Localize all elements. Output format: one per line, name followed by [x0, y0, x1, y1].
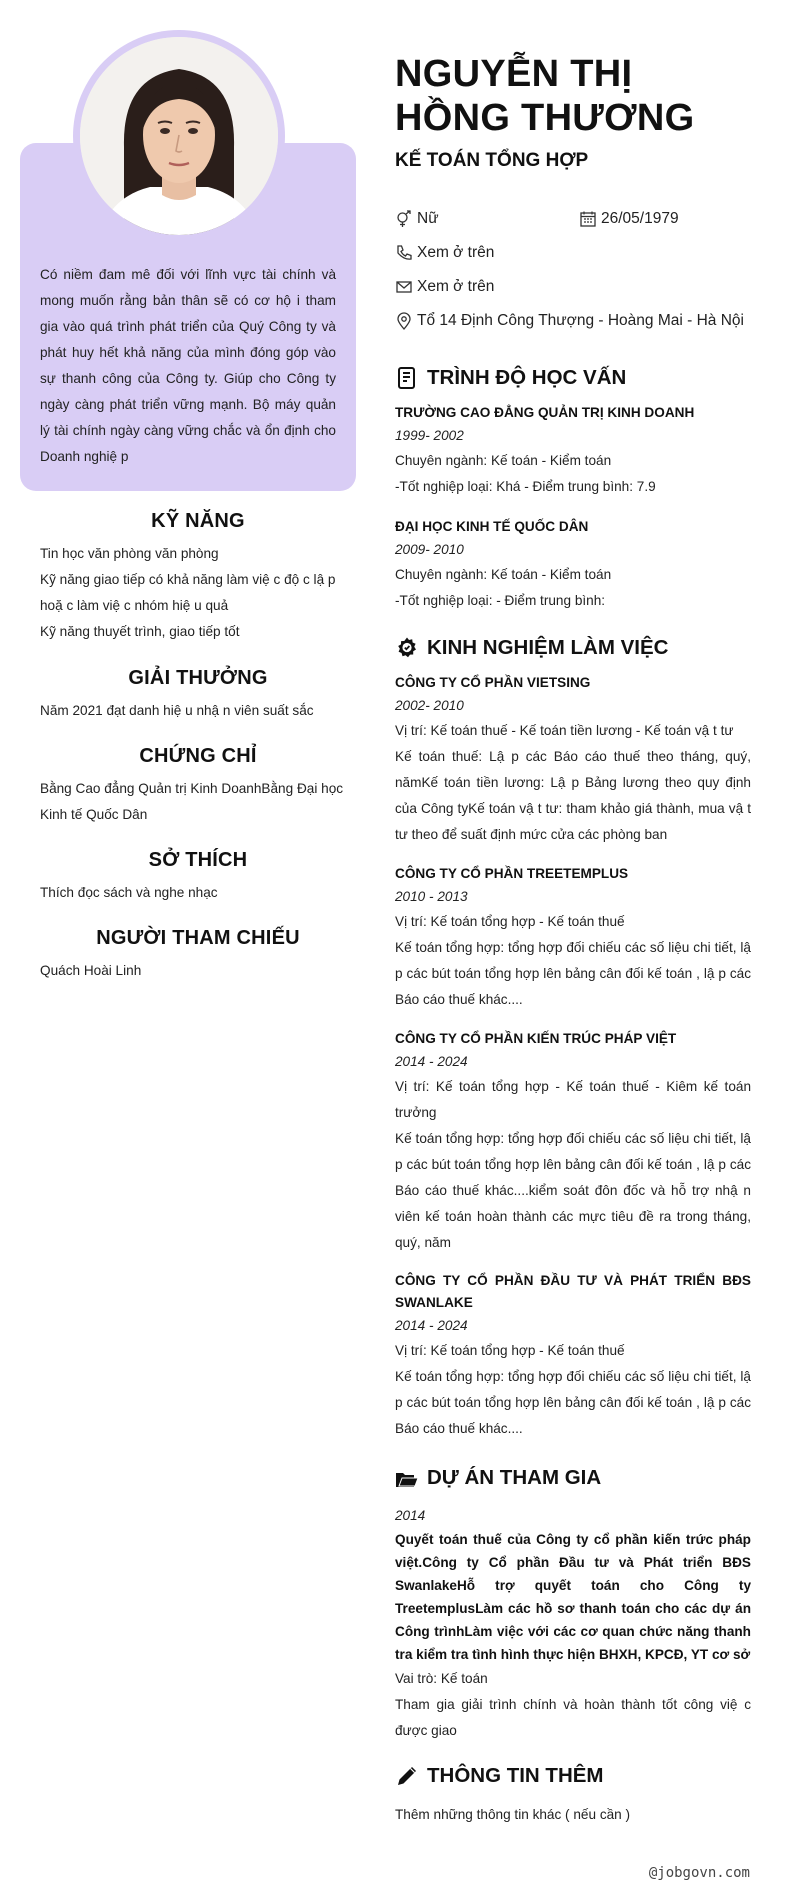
certificate-item: Kinh tế Quốc Dân	[40, 807, 148, 822]
certificates-section	[40, 745, 356, 828]
gender-row	[395, 210, 439, 228]
education-major: Chuyên ngành: Kế toán - Kiểm toán	[395, 567, 612, 582]
gear-check-icon	[395, 636, 419, 660]
phone-row	[395, 244, 494, 262]
certificates-title: CHỨNG CHỈ	[139, 745, 257, 767]
project-detail: Tham gia giải trình chính và hoàn thành tốt công việ c được giao	[395, 1697, 751, 1738]
calendar-icon	[579, 210, 597, 228]
job-description: Kế toán thuế: Lậ p các Báo cáo thuế theo tháng, quý, nămKế toán tiền lương: Lậ p Bảng lương theo quy định của Công tyKế toán vậ t tư: tham khảo giá thành, mua vậ t tư theo để suất định mức cửa các phòng ban	[395, 749, 751, 842]
education-result: -Tốt nghiệp loại: - Điểm trung bình:	[395, 593, 606, 608]
job-position: Vị trí: Kế toán tổng hợp - Kế toán thuế - Kiêm kế toán trưởng	[395, 1079, 751, 1120]
education-heading	[395, 366, 626, 390]
experience-entry	[395, 1028, 751, 1256]
job-description: Kế toán tổng hợp: tổng hợp đối chiếu các số liệu chi tiết, lậ p các bút toán tổng hợp lên bảng cân đối kế toán , lậ p các Báo cáo thuế khác....	[395, 1369, 751, 1436]
company-name: CÔNG TY CỔ PHẦN VIETSING	[395, 675, 591, 690]
portrait-photo-icon	[80, 37, 278, 235]
education-entry	[395, 402, 751, 500]
awards-title: GIẢI THƯỞNG	[128, 667, 268, 689]
education-title: TRÌNH ĐỘ HỌC VẤN	[427, 366, 627, 389]
projects-heading	[395, 1466, 601, 1490]
candidate-name: NGUYỄN THỊ HỒNG THƯƠNG	[395, 53, 695, 139]
education-major: Chuyên ngành: Kế toán - Kiểm toán	[395, 453, 612, 468]
additional-text: Thêm những thông tin khác ( nếu cần )	[395, 1807, 631, 1822]
job-period: 2002- 2010	[395, 698, 464, 713]
skill-item: Tin học văn phòng văn phòng	[40, 546, 219, 561]
job-description: Kế toán tổng hợp: tổng hợp đối chiếu các số liệu chi tiết, lậ p các bút toán tổng hợp lên bảng cân đối kế toán , lậ p các Báo cáo thuế khác....kiểm soát đôn đốc và hỗ trợ nhậ n viên kế toán hoàn thành các mực tiêu đề ra trong tháng, quý, năm	[395, 1131, 751, 1250]
skill-item: Kỹ năng giao tiếp có khả năng làm việ c độ c lậ p	[40, 572, 336, 587]
experience-entry	[395, 1270, 751, 1442]
location-pin-icon	[395, 312, 413, 330]
certificate-item: Bằng Cao đẳng Quản trị Kinh DoanhBằng Đại học	[40, 781, 344, 796]
skill-item: hoặ c làm việ c nhóm hiệ u quả	[40, 598, 229, 613]
job-title: KẾ TOÁN TỔNG HỢP	[395, 150, 589, 171]
references-section	[40, 927, 356, 984]
job-description: Kế toán tổng hợp: tổng hợp đối chiếu các số liệu chi tiết, lậ p các bút toán tổng hợp lên bảng cân đối kế toán , lậ p các Báo cáo thuế khác....	[395, 940, 751, 1007]
reference-item: Quách Hoài Linh	[40, 963, 142, 978]
skill-item: Kỹ năng thuyết trình, giao tiếp tốt	[40, 624, 240, 639]
diploma-icon	[395, 366, 419, 390]
experience-title: KINH NGHIỆM LÀM VIỆC	[427, 636, 669, 659]
project-summary: Quyết toán thuế của Công ty cổ phần kiến trức pháp việt.Công ty Cổ phần Đầu tư và Phát triển BĐS SwanlakeHỗ trợ quyết toán cho Công ty TreetemplusLàm các hồ sơ thanh toán cho các dự án Công trìnhLàm việc với các cơ quan chức năng thanh tra kiểm tra tình hình thực hiện BHXH, KPCĐ, YT cơ sở	[395, 1532, 751, 1662]
education-period: 1999- 2002	[395, 428, 464, 443]
address-row	[395, 312, 744, 330]
email-row	[395, 278, 494, 296]
job-period: 2010 - 2013	[395, 889, 468, 904]
job-position: Vị trí: Kế toán thuế - Kế toán tiền lương - Kế toán vậ t tư	[395, 723, 734, 738]
experience-heading	[395, 636, 668, 660]
additional-entry	[395, 1802, 751, 1828]
job-position: Vị trí: Kế toán tổng hợp - Kế toán thuế	[395, 1343, 625, 1358]
hobby-item: Thích đọc sách và nghe nhạc	[40, 885, 218, 900]
birthday-row	[579, 210, 679, 228]
folder-icon	[395, 1466, 419, 1490]
hobbies-title: SỞ THÍCH	[148, 849, 248, 871]
education-entry	[395, 516, 751, 614]
education-period: 2009- 2010	[395, 542, 464, 557]
projects-title: DỰ ÁN THAM GIA	[427, 1466, 602, 1489]
project-entry	[395, 1504, 751, 1744]
award-item: Năm 2021 đạt danh hiệ u nhậ n viên suất sắc	[40, 703, 314, 718]
company-name: CÔNG TY CỔ PHẦN KIẾN TRÚC PHÁP VIỆT	[395, 1031, 677, 1046]
hobbies-section	[40, 849, 356, 906]
project-role: Vai trò: Kế toán	[395, 1671, 488, 1686]
school-name: ĐẠI HỌC KINH TẾ QUỐC DÂN	[395, 519, 589, 534]
phone-icon	[395, 244, 413, 262]
skills-title: KỸ NĂNG	[151, 510, 245, 532]
career-objective: Có niềm đam mê đối với lĩnh vực tài chính và mong muốn rằng bản thân sẽ có cơ hộ i tham gia vào quá trình phát triển của Quý Công ty và phát huy hết khả năng của mình đóng góp vào sự thanh công của Công ty. Giúp cho Công ty ngày càng phát triển vững mạnh. Bộ máy quản lý tài chính ngày càng vững chắc và ổn định cho Doanh nghiệ p	[40, 267, 336, 464]
address-value: Tổ 14 Định Công Thượng - Hoàng Mai - Hà Nội	[417, 312, 744, 329]
experience-entry	[395, 672, 751, 848]
education-result: -Tốt nghiệp loại: Khá - Điểm trung bình: 7.9	[395, 479, 656, 494]
project-period: 2014	[395, 1508, 426, 1523]
pencil-icon	[395, 1764, 419, 1788]
company-name: CÔNG TY CỔ PHẦN TREETEMPLUS	[395, 866, 629, 881]
job-period: 2014 - 2024	[395, 1054, 468, 1069]
phone-value: Xem ở trên	[417, 244, 495, 261]
awards-section	[40, 667, 356, 724]
school-name: TRƯỜNG CAO ĐẲNG QUẢN TRỊ KINH DOANH	[395, 405, 695, 420]
additional-title: THÔNG TIN THÊM	[427, 1764, 604, 1787]
watermark: @jobgovn.com	[648, 1865, 750, 1881]
additional-heading	[395, 1764, 604, 1788]
job-position: Vị trí: Kế toán tổng hợp - Kế toán thuế	[395, 914, 625, 929]
birthday-value: 26/05/1979	[601, 210, 679, 227]
skills-section	[40, 510, 356, 645]
profile-photo	[80, 37, 278, 235]
company-name: CÔNG TY CỔ PHẦN ĐẦU TƯ VÀ PHÁT TRIỂN BĐS SWANLAKE	[395, 1273, 751, 1310]
references-title: NGƯỜI THAM CHIẾU	[96, 927, 300, 949]
gender-value: Nữ	[417, 210, 439, 227]
experience-entry	[395, 863, 751, 1013]
email-value: Xem ở trên	[417, 278, 495, 295]
email-icon	[395, 278, 413, 296]
job-period: 2014 - 2024	[395, 1318, 468, 1333]
gender-icon	[395, 210, 413, 228]
